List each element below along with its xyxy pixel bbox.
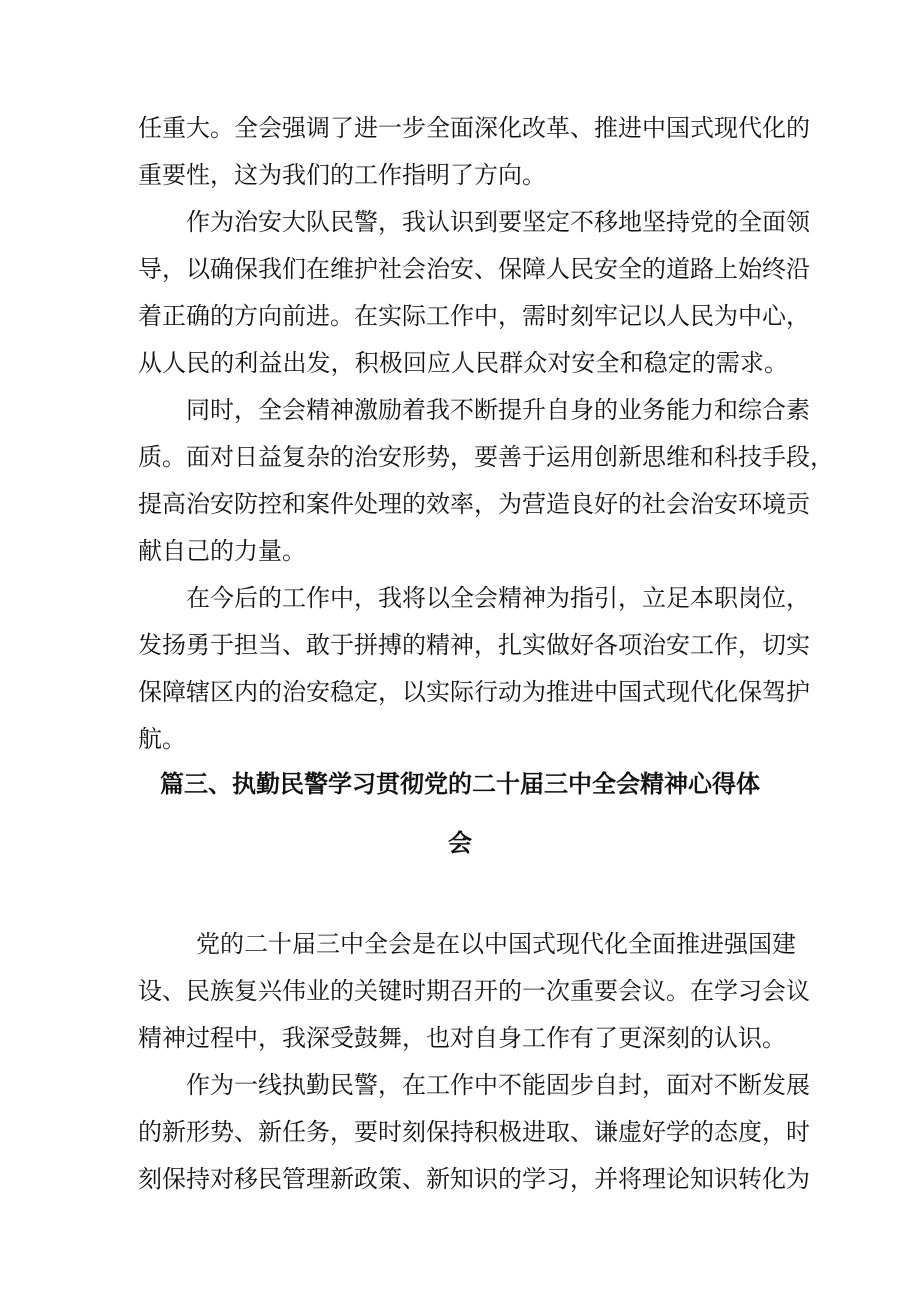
paragraph-3-line-1: 同时，全会精神激励着我不断提升自身的业务能力和综合素 xyxy=(186,396,810,424)
paragraph-2-line-1: 作为治安大队民警，我认识到要坚定不移地坚持党的全面领 xyxy=(186,208,810,236)
paragraph-3-line-3: 提高治安防控和案件处理的效率，为营造良好的社会治安环境贡 xyxy=(138,490,810,518)
paragraph-4-line-4: 航。 xyxy=(138,725,186,753)
paragraph-3-line-2: 质。面对日益复杂的治安形势，要善于运用创新思维和科技手段， xyxy=(138,443,834,471)
paragraph-2-line-4: 从人民的利益出发，积极回应人民群众对安全和稳定的需求。 xyxy=(138,349,788,377)
paragraph-6-line-2: 的新形势、新任务，要时刻保持积极进取、谦虚好学的态度，时 xyxy=(138,1118,810,1146)
paragraph-6-line-3: 刻保持对移民管理新政策、新知识的学习，并将理论知识转化为 xyxy=(138,1165,810,1193)
paragraph-4-line-3: 保障辖区内的治安稳定，以实际行动为推进中国式现代化保驾护 xyxy=(138,678,810,706)
paragraph-4-line-2: 发扬勇于担当、敢于拼搏的精神，扎实做好各项治安工作，切实 xyxy=(138,631,810,659)
paragraph-2-line-3: 着正确的方向前进。在实际工作中，需时刻牢记以人民为中心， xyxy=(138,302,810,330)
paragraph-4-line-1: 在今后的工作中，我将以全会精神为指引，立足本职岗位， xyxy=(186,584,810,612)
paragraph-1-line-1: 任重大。全会强调了进一步全面深化改革、推进中国式现代化的 xyxy=(138,114,810,142)
paragraph-5-line-2: 设、民族复兴伟业的关键时期召开的一次重要会议。在学习会议 xyxy=(138,977,810,1005)
paragraph-5-line-3: 精神过程中，我深受鼓舞，也对自身工作有了更深刻的认识。 xyxy=(138,1024,786,1052)
paragraph-5-line-1: 党的二十届三中全会是在以中国式现代化全面推进强国建 xyxy=(196,930,796,958)
paragraph-6-line-1: 作为一线执勤民警，在工作中不能固步自封，面对不断发展 xyxy=(186,1071,810,1099)
section-heading-line-1: 篇三、执勤民警学习贯彻党的二十届三中全会精神心得体 xyxy=(160,770,760,798)
paragraph-3-line-4: 献自己的力量。 xyxy=(138,537,306,565)
paragraph-2-line-2: 导，以确保我们在维护社会治安、保障人民安全的道路上始终沿 xyxy=(138,255,810,283)
section-heading-line-2: 会 xyxy=(448,829,472,857)
paragraph-1-line-2: 重要性，这为我们的工作指明了方向。 xyxy=(138,161,546,189)
